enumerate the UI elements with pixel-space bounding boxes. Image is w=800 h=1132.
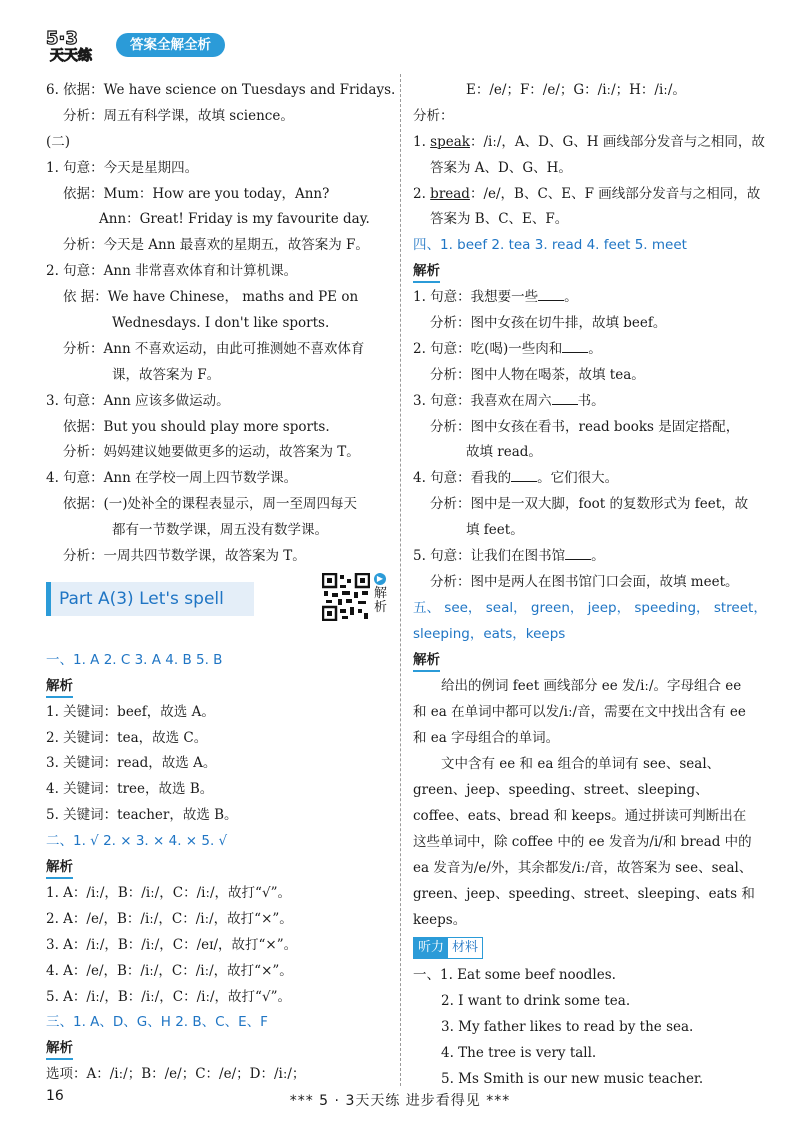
footer-slogan: *** 5 · 3天天练 进步看得见 ***	[289, 1093, 511, 1109]
answer-line: 三、1. A、D、G、H 2. B、C、E、F	[46, 1014, 268, 1031]
qr-label: 解析	[374, 585, 388, 615]
answer-line: 五、 see， seal， green， jeep， speeding， street，	[413, 599, 767, 616]
answer-badge: 答案全解全析	[116, 33, 225, 57]
text-line: 3. 关键词：read，故选 A。	[46, 755, 217, 772]
text-line: 3. 句意：Ann 应该多做运动。	[46, 392, 230, 409]
text-line: 分析：周五有科学课，故填 science。	[63, 107, 294, 124]
listening-material-tag: 听力 材料	[413, 937, 483, 959]
text-line: 选项：A：/iː/；B：/e/；C：/e/；D：/iː/；	[46, 1066, 306, 1083]
text-line: 2. 句意：Ann 非常喜欢体育和计算机课。	[46, 263, 298, 280]
text-line: 3. A：/iː/，B：/iː/，C：/eɪ/，故打“×”。	[46, 936, 298, 953]
text-line: E：/e/；F：/e/；G：/iː/；H：/iː/。	[466, 82, 686, 98]
analysis-heading: 解析	[46, 1039, 73, 1060]
text-line: 分析：	[413, 107, 454, 124]
text-line: 分析：Ann 不喜欢运动，由此可推测她不喜欢体育	[63, 340, 365, 357]
text-line: 故填 read。	[466, 444, 542, 461]
play-icon: ▶	[374, 573, 386, 585]
text-line: Ann：Great! Friday is my favourite day.	[99, 211, 370, 228]
text-line: 1. 句意：今天是星期四。	[46, 159, 199, 176]
analysis-heading: 解析	[46, 677, 73, 698]
text-line: 一、1. Eat some beef noodles.	[413, 967, 616, 984]
answer-line: 二、1. √ 2. × 3. × 4. × 5. √	[46, 833, 228, 850]
answer-line: 四、1. beef 2. tea 3. read 4. feet 5. meet	[413, 237, 687, 254]
page-number: 16	[46, 1088, 64, 1104]
text-line: 填 feet。	[466, 522, 524, 539]
right-column	[413, 78, 767, 1093]
text-line: 分析：今天是 Ann 最喜欢的星期五，故答案为 F。	[63, 237, 369, 254]
text-line: 1. 句意：我想要一些 。	[413, 285, 758, 311]
section-label: (二)	[46, 133, 71, 150]
text-line: 依 据：We have Chinese， maths and PE on	[63, 289, 359, 306]
text-line: 4. 句意：看我的 。它们很大。	[413, 466, 758, 492]
analysis-heading: 解析	[46, 858, 73, 879]
text-line: Wednesdays. I don't like sports.	[112, 315, 330, 332]
part-title: Part A(3) Let's spell	[46, 582, 254, 616]
analysis-heading: 解析	[413, 651, 440, 672]
text-line: 4. The tree is very tall.	[441, 1045, 597, 1062]
text-line: 分析：图中是两人在图书馆门口会面，故填 meet。	[430, 573, 739, 590]
text-line: 2. I want to drink some tea.	[441, 993, 631, 1010]
text-line: 4. 句意：Ann 在学校一周上四节数学课。	[46, 470, 298, 487]
text-line: 分析：图中是一双大脚，foot 的复数形式为 feet，故	[430, 496, 749, 513]
text-line: 依据：Mum：How are you today，Ann?	[63, 185, 330, 202]
left-column	[46, 78, 396, 1088]
column-divider	[400, 74, 401, 1086]
text-line: 5. Ms Smith is our new music teacher.	[441, 1071, 704, 1088]
text-line: 分析：妈妈建议她要做更多的运动，故答案为 T。	[63, 444, 360, 461]
text-line: 2. A：/e/，B：/iː/，C：/iː/，故打“×”。	[46, 910, 293, 927]
text-line: 2. bread：/e/，B、C、E、F 画线部分发音与之相同，故	[413, 185, 761, 202]
text-line: 1. speak：/iː/，A、D、G、H 画线部分发音与之相同，故	[413, 133, 765, 150]
text-line: 分析：图中女孩在切牛排，故填 beef。	[430, 315, 667, 332]
answer-blank	[511, 467, 537, 482]
part-heading	[46, 570, 392, 648]
text-line: 1. 关键词：beef，故选 A。	[46, 703, 215, 720]
analysis-paragraph: 给出的例词 feet 画线部分 ee 发/iː/。字母组合 ee 和 ea 在单词中都可以发/iː/音，需要在文中找出含有 ee 和 ea 字母组合的单词。	[413, 678, 746, 747]
answer-blank	[565, 545, 591, 560]
book-series-logo	[44, 26, 108, 64]
text-line: 2. 句意：吃(喝)一些肉和 。	[413, 337, 758, 363]
answer-line: sleeping，eats，keeps	[413, 625, 566, 642]
text-line: 3. My father likes to read by the sea.	[441, 1019, 694, 1036]
text-line: 课，故答案为 F。	[112, 366, 221, 383]
text-line: 依据：(一)处补全的课程表显示，周一至周四每天	[63, 496, 358, 513]
answer-blank	[562, 338, 588, 353]
text-line: 5. 关键词：teacher，故选 B。	[46, 807, 238, 824]
text-line: 分析：一周共四节数学课，故答案为 T。	[63, 548, 306, 565]
text-line: 4. 关键词：tree，故选 B。	[46, 781, 214, 798]
answer-blank	[538, 286, 564, 301]
text-line: 5. A：/iː/，B：/iː/，C：/iː/，故打“√”。	[46, 988, 291, 1005]
text-line: 4. A：/e/，B：/iː/，C：/iː/，故打“×”。	[46, 962, 293, 979]
text-line: 答案为 A、D、G、H。	[430, 159, 572, 176]
text-line: 3. 句意：我喜欢在周六 书。	[413, 389, 758, 415]
text-line: 分析：图中人物在喝茶，故填 tea。	[430, 366, 645, 383]
analysis-paragraph: 文中含有 ee 和 ea 组合的单词有 see、seal、green、jeep、speeding、street、sleeping、coffee、eats、bread 和 keeps。通过拼读可判断出在这些单词中，除 coffee 中的 ee 发音为/i/和 bread 中的 ea 发音为/e/外，其余都发/iː/音，故答案为 see、seal、green、jeep、speeding、street、sleeping、eats 和 keeps。	[413, 756, 755, 929]
svg-text:天天练: 天天练	[50, 48, 92, 64]
svg-text:5·3: 5·3	[46, 28, 78, 49]
text-line: 分析：图中女孩在看书，read books 是固定搭配，	[430, 418, 740, 435]
text-line: 都有一节数学课，周五没有数学课。	[112, 522, 328, 539]
text-line: 5. 句意：让我们在图书馆 。	[413, 544, 758, 570]
text-line: 1. A：/iː/，B：/iː/，C：/iː/，故打“√”。	[46, 884, 291, 901]
answer-line: 一、1. A 2. C 3. A 4. B 5. B	[46, 651, 223, 668]
text-line: 答案为 B、C、E、F。	[430, 211, 569, 228]
analysis-heading: 解析	[413, 262, 440, 283]
answer-blank	[552, 390, 578, 405]
qr-side-label	[374, 573, 388, 615]
page-header	[40, 24, 280, 64]
qr-code-icon[interactable]	[322, 573, 370, 621]
text-line: 2. 关键词：tea，故选 C。	[46, 729, 208, 746]
text-line: 依据：But you should play more sports.	[63, 418, 330, 435]
text-line: 6. 依据：We have science on Tuesdays and Fridays.	[46, 82, 396, 98]
